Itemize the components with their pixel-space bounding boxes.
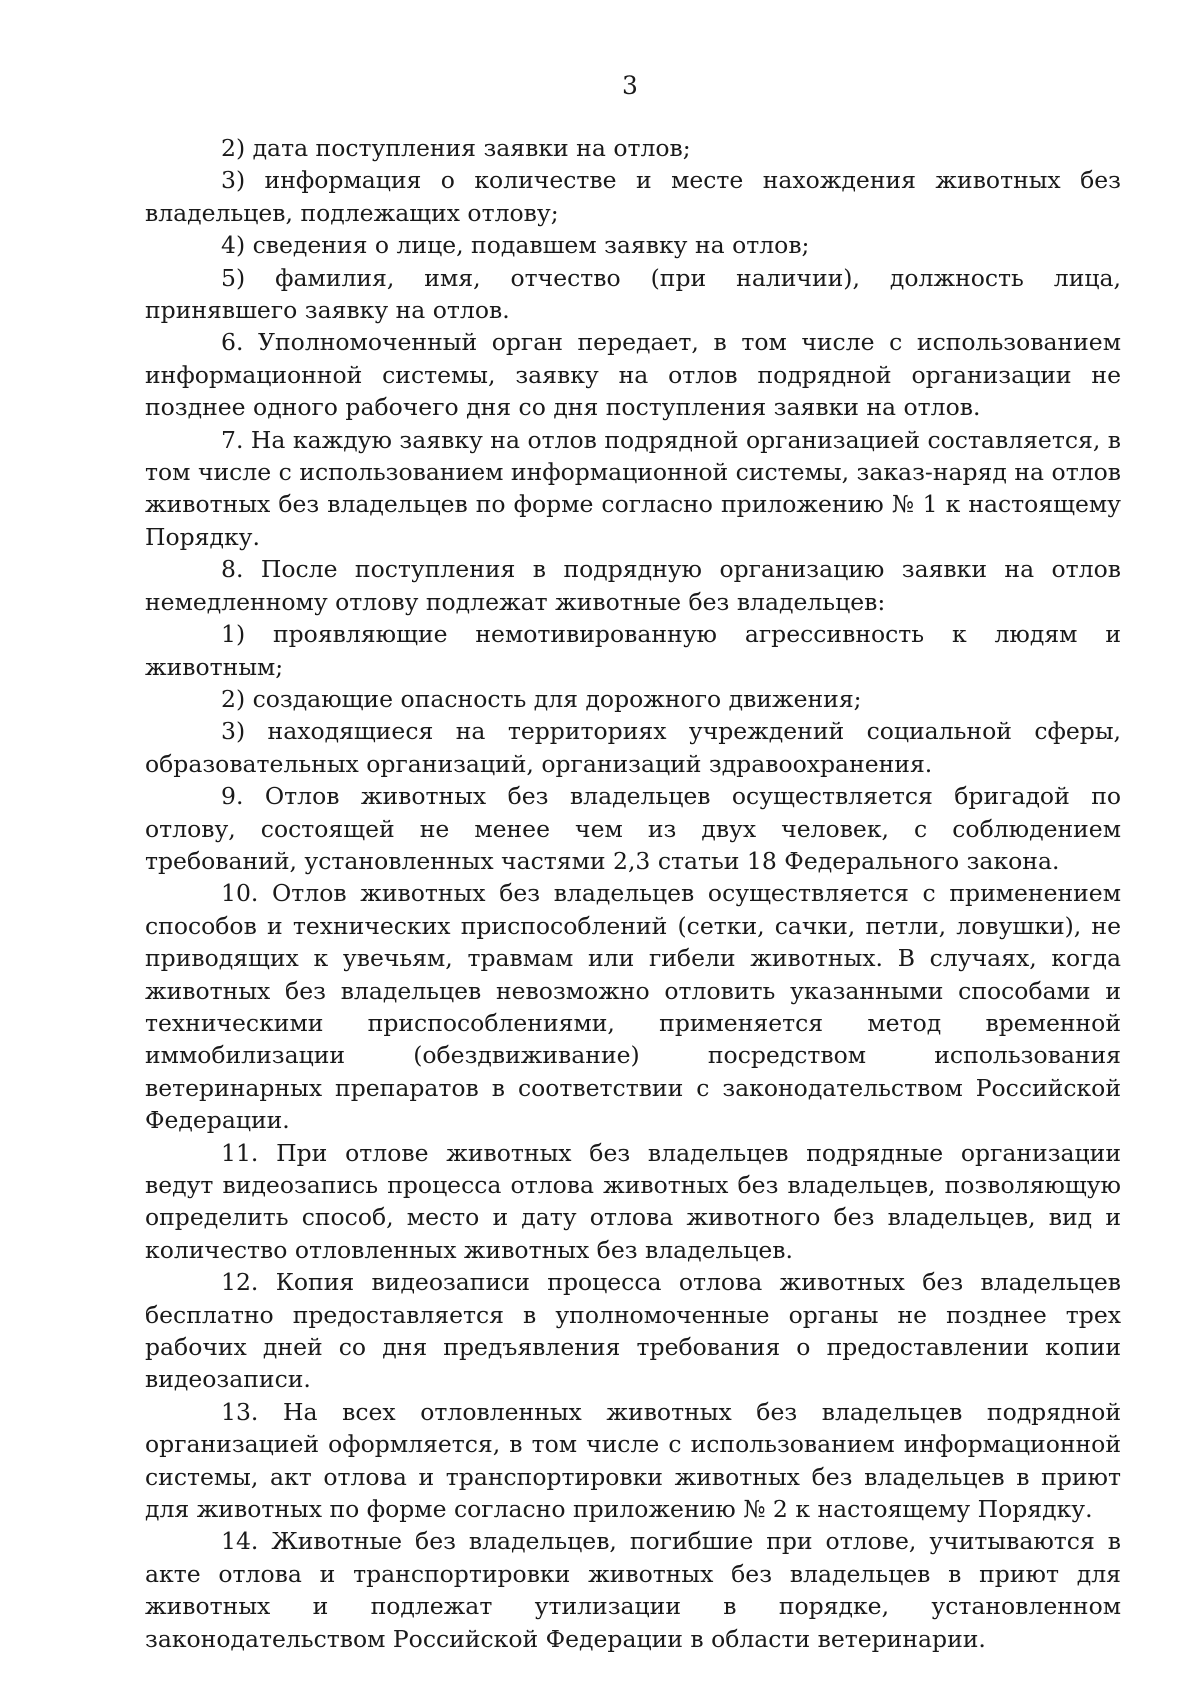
paragraph-subitem-2: 2) создающие опасность для дорожного движения; bbox=[221, 684, 862, 713]
paragraph-item-5: 5) фамилия, имя, отчество (при наличии), должность лица, принявшего заявку на отлов. bbox=[145, 263, 1121, 325]
paragraph-item-3: 3) информация о количестве и месте нахождения животных без владельцев, подлежащих отлову; bbox=[145, 166, 1121, 227]
paragraph-clause-12: 12. Копия видеозаписи процесса отлова животных без владельцев бесплатно предоставляется в уполномоченные органы не позднее трех рабочих дней со дня предъявления требования о предоставлении копии видеозаписи. bbox=[145, 1268, 1121, 1394]
paragraph-clause-6: 6. Уполномоченный орган передает, в том числе с использованием информационной системы, заявку на отлов подрядной организации не позднее одного рабочего дня со дня поступления заявки на отлов. bbox=[145, 328, 1121, 422]
paragraph-clause-11: 11. При отлове животных без владельцев подрядные организации ведут видеозапись процесса отлова животных без владельцев, позволяющую определить способ, место и дату отлова животного без владельцев, вид и количество отловленных животных без владельцев. bbox=[145, 1138, 1121, 1264]
paragraph-clause-7: 7. На каждую заявку на отлов подрядной организацией составляется, в том числе с использованием информационной системы, заказ-наряд на отлов животных без владельцев по форме согласно приложению № 1 к настоящему Порядку. bbox=[145, 425, 1121, 551]
page-number: 3 bbox=[622, 71, 638, 100]
paragraph-clause-10: 10. Отлов животных без владельцев осуществляется с применением способов и технических приспособлений (сетки, сачки, петли, ловушки), не приводящих к увечьям, травмам или гибели животных. В случаях, когда животных без владельцев невозможно отловить указанными способами и техническими приспособлениями, применяется метод временной иммобилизации (обездвиживание) посредством использования ветеринарных препаратов в соответствии с законодательством Российской Федерации. bbox=[145, 879, 1121, 1135]
paragraph-clause-9: 9. Отлов животных без владельцев осуществляется бригадой по отлову, состоящей не менее чем из двух человек, с соблюдением требований, установленных частями 2,3 статьи 18 Федерального закона. bbox=[145, 782, 1121, 875]
paragraph-item-4: 4) сведения о лице, подавшем заявку на отлов; bbox=[221, 231, 810, 260]
paragraph-clause-13: 13. На всех отловленных животных без владельцев подрядной организацией оформляется, в том числе с использованием информационной системы, акт отлова и транспортировки животных без владельцев в приют для животных по форме согласно приложению № 2 к настоящему Порядку. bbox=[145, 1397, 1121, 1524]
paragraph-subitem-1: 1) проявляющие немотивированную агрессивность к людям и животным; bbox=[145, 620, 1121, 681]
paragraph-subitem-3: 3) находящиеся на территориях учреждений социальной сферы, образовательных организаций, организаций здравоохранения. bbox=[145, 717, 1121, 778]
paragraph-item-2: 2) дата поступления заявки на отлов; bbox=[221, 134, 691, 162]
document-body bbox=[145, 132, 1121, 1655]
paragraph-clause-8: 8. После поступления в подрядную организацию заявки на отлов немедленному отлову подлежат животные без владельцев: bbox=[145, 555, 1121, 616]
paragraph-clause-14: 14. Животные без владельцев, погибшие при отлове, учитываются в акте отлова и транспортировки животных без владельцев в приют для животных и подлежат утилизации в порядке, установленном законодательством Российской Федерации в области ветеринарии. bbox=[145, 1527, 1121, 1653]
